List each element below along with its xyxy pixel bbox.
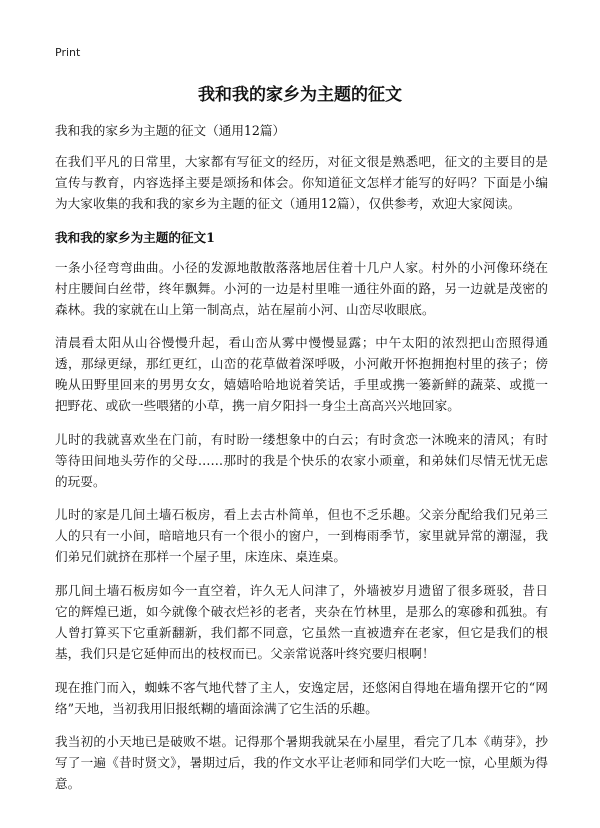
body-paragraph: 儿时的我就喜欢坐在门前，有时盼一缕想象中的白云；有时贪恋一沐晚来的清风；有时等待田间地头劳作的父母……那时的我是个快乐的农家小顽童，和弟妹们尽情无忧无虑的玩耍。 bbox=[55, 431, 548, 489]
document-subtitle: 我和我的家乡为主题的征文（通用12篇） bbox=[55, 123, 286, 138]
print-link[interactable]: Print bbox=[55, 46, 81, 59]
article-body bbox=[55, 151, 548, 807]
page-title: 我和我的家乡为主题的征文 bbox=[198, 85, 402, 105]
body-paragraph: 一条小径弯弯曲曲。小径的发源地散散落落地居住着十几户人家。村外的小河像环绕在村庄腰间白丝带，终年飘舞。小河的一边是村里唯一通往外面的路，另一边就是茂密的森林。我的家就在山上第一制高点，站在屋前小河、山峦尽收眼底。 bbox=[55, 259, 548, 317]
body-paragraph: 现在推门而入，蜘蛛不客气地代替了主人，安逸定居，还悠闲自得地在墙角摆开它的“网络”天地，当初我用旧报纸糊的墙面涂满了它生活的乐趣。 bbox=[55, 679, 548, 716]
body-paragraph: 我当初的小天地已是破败不堪。记得那个暑期我就呆在小屋里，看完了几本《萌芽》，抄写了一遍《昔时贤文》，暑期过后，我的作文水平让老师和同学们大吃一惊，心里颇为得意。 bbox=[55, 734, 548, 792]
body-paragraph: 儿时的家是几间土墙石板房，看上去古朴简单，但也不乏乐趣。父亲分配给我们兄弟三人的只有一小间，暗暗地只有一个很小的窗户，一到梅雨季节，家里就异常的潮湿，我们弟兄们就挤在那样一个屋子里，床连床、桌连桌。 bbox=[55, 507, 548, 565]
body-paragraph: 那几间土墙石板房如今一直空着，许久无人问津了，外墙被岁月遗留了很多斑驳，昔日它的辉煌已逝，如今就像个破衣烂衫的老者，夹杂在竹林里，是那么的寒碜和孤独。有人曾打算买下它重新翻新，我们都不同意，它虽然一直被遗弃在老家，但它是我们的根基，我们只是它延伸而出的枝杈而已。父亲常说落叶终究要归根啊！ bbox=[55, 582, 548, 661]
section-heading: 我和我的家乡为主题的征文1 bbox=[55, 229, 215, 245]
body-paragraph: 清晨看太阳从山谷慢慢升起，看山峦从雾中慢慢显露；中午太阳的浓烈把山峦照得通透，那绿更绿，那红更红，山峦的花草做着深呼吸，小河敞开怀抱拥抱村里的孩子；傍晚从田野里回来的男男女女，嬉嬉哈哈地说着笑话，手里或携一篓新鲜的蔬菜、或揽一把野花、或砍一些喂猪的小草，携一肩夕阳抖一身尘土高高兴兴地回家。 bbox=[55, 335, 548, 414]
intro-paragraph: 在我们平凡的日常里，大家都有写征文的经历，对征文很是熟悉吧，征文的主要目的是宣传与教育，内容选择主要是颂扬和体会。你知道征文怎样才能写的好吗？下面是小编为大家收集的我和我的家乡为主题的征文（通用12篇），仅供参考，欢迎大家阅读。 bbox=[55, 154, 548, 211]
